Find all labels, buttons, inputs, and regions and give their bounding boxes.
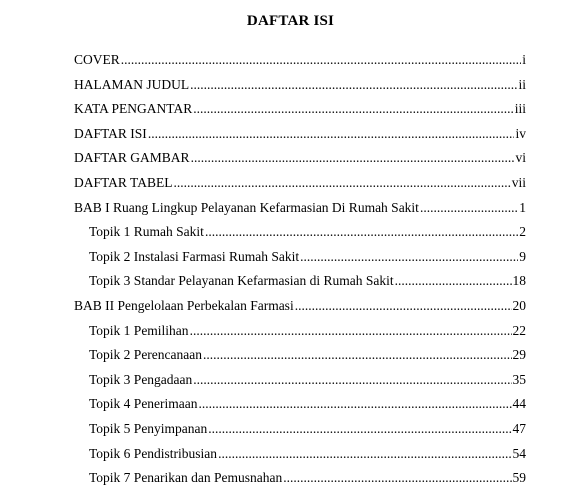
toc-dot-leader [420, 200, 518, 216]
toc-entry [89, 446, 526, 462]
toc-entry-label: BAB II Pengelolaan Perbekalan Farmasi [74, 298, 294, 313]
toc-entry-page-number: 29 [512, 347, 526, 363]
toc-dot-leader [203, 347, 511, 363]
toc-dot-leader [283, 470, 511, 486]
toc-dot-leader [295, 298, 512, 314]
toc-entry-page-number: 2 [519, 224, 526, 240]
toc-dot-leader [205, 224, 518, 240]
toc-entry-page-number: 18 [512, 273, 526, 289]
toc-dot-leader [190, 323, 512, 339]
toc-entry-label: Topik 1 Rumah Sakit [89, 224, 204, 240]
toc-entry [74, 298, 526, 314]
toc-entry-label: COVER [74, 52, 120, 67]
toc-entry-page-number: 9 [519, 248, 526, 264]
toc-entry-page-number: 22 [512, 322, 526, 338]
toc-entry-page-number: ii [518, 76, 526, 92]
toc-entry [74, 200, 526, 216]
toc-dot-leader [193, 101, 514, 117]
toc-entry-page-number: 44 [512, 396, 526, 412]
toc-entry-page-number: 20 [512, 298, 526, 313]
toc-entry-page-number: 47 [512, 421, 526, 436]
toc-entry-label: DAFTAR GAMBAR [74, 150, 190, 166]
toc-entry [74, 77, 526, 93]
toc-entry-label: Topik 5 Penyimpanan [89, 421, 208, 436]
toc-entry [89, 273, 526, 289]
toc-dot-leader [193, 372, 511, 388]
toc-entry-label: Topik 7 Penarikan dan Pemusnahan [89, 470, 283, 486]
toc-dot-leader [191, 150, 515, 166]
toc-entry [74, 175, 526, 191]
toc-entry-page-number: 54 [512, 445, 526, 461]
toc-entry-label: Topik 3 Pengadaan [89, 371, 193, 387]
toc-entry-page-number: 1 [519, 199, 526, 215]
toc-entry-label: Topik 2 Perencanaan [89, 347, 203, 363]
toc-entry-label: DAFTAR TABEL [74, 175, 173, 190]
toc-entry-page-number: 59 [512, 470, 526, 486]
toc-entry-label: Topik 4 Penerimaan [89, 396, 198, 412]
toc-entry-page-number: vii [511, 175, 526, 190]
toc-entry [89, 323, 526, 339]
toc-entry [89, 421, 526, 437]
toc-dot-leader [190, 77, 517, 93]
toc-entry [89, 249, 526, 265]
toc-entry-label: DAFTAR ISI [74, 125, 147, 141]
toc-entry-label: KATA PENGANTAR [74, 101, 193, 117]
toc-dot-leader [148, 126, 515, 142]
toc-entry [89, 347, 526, 363]
toc-entry-page-number: iv [515, 125, 526, 141]
toc-entry [89, 224, 526, 240]
toc-dot-leader [300, 249, 518, 265]
toc-entry-page-number: iii [514, 101, 526, 117]
toc-entry-label: Topik 1 Pemilihan [89, 322, 189, 338]
toc-entry [74, 52, 526, 68]
toc-dot-leader [121, 52, 521, 68]
toc-dot-leader [173, 175, 510, 191]
page-title: DAFTAR ISI [246, 13, 335, 29]
toc-entry-label: HALAMAN JUDUL [74, 76, 190, 92]
toc-entry-page-number: i [522, 52, 526, 67]
toc-entry-label: Topik 2 Instalasi Farmasi Rumah Sakit [89, 248, 300, 264]
toc-entry [89, 396, 526, 412]
toc-entry [89, 470, 526, 486]
toc-entry-page-number: 35 [512, 371, 526, 387]
toc-dot-leader [218, 446, 511, 462]
toc-entry [74, 126, 526, 142]
toc-entry [74, 150, 526, 166]
toc-entry [74, 101, 526, 117]
toc-entry [89, 372, 526, 388]
toc-dot-leader [199, 396, 512, 412]
toc-entry-label: Topik 6 Pendistribusian [89, 445, 218, 461]
toc-entry-label: BAB I Ruang Lingkup Pelayanan Kefarmasian Di Rumah Sakit [74, 199, 419, 215]
toc-entry-label: Topik 3 Standar Pelayanan Kefarmasian di Rumah Sakit [89, 273, 394, 289]
toc-dot-leader [395, 273, 512, 289]
toc-entry-page-number: vi [515, 150, 526, 166]
toc-dot-leader [208, 421, 511, 437]
